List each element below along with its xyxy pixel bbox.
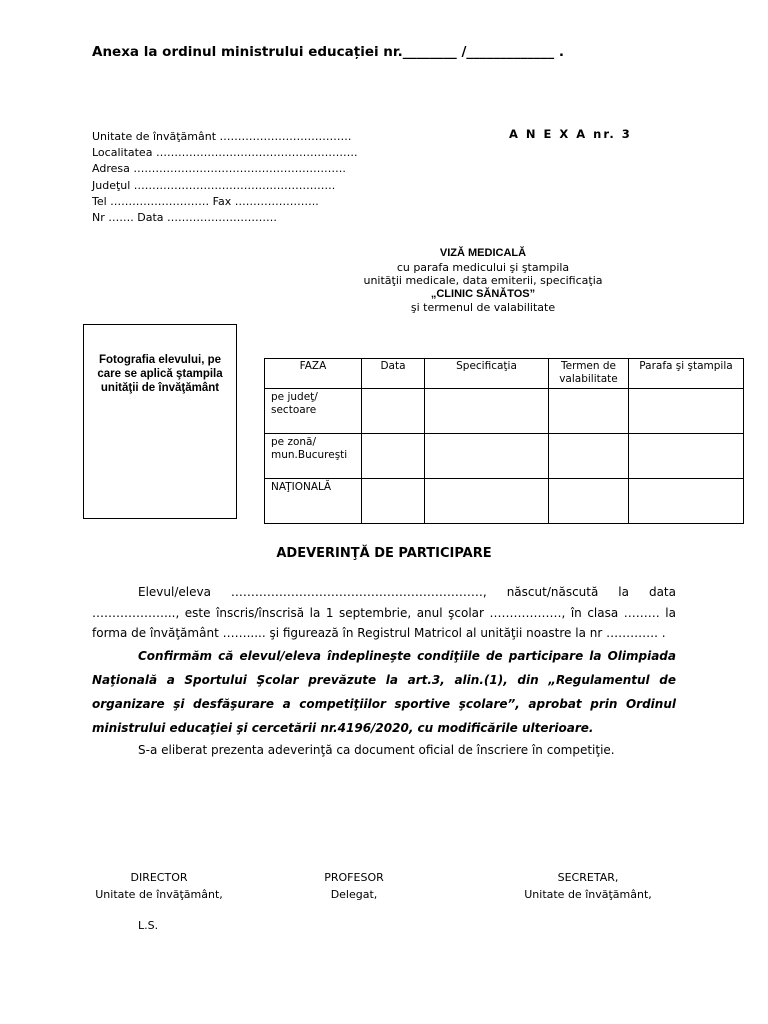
school-info (92, 129, 357, 226)
secretary-subtitle: Unitate de învăţământ, (524, 887, 652, 901)
medical-visa-block (340, 247, 626, 315)
table-header-row (265, 359, 744, 389)
empty-cell (629, 434, 744, 479)
document-body (92, 582, 676, 760)
empty-cell (425, 434, 549, 479)
empty-cell (362, 479, 425, 524)
medical-visa-line: cu parafa medicului şi ştampila (396, 260, 570, 274)
phases-table (264, 358, 744, 524)
number-date-line: Nr ……. Data ………………………… (92, 211, 278, 225)
column-header: Data (362, 359, 425, 389)
medical-visa-line: şi termenul de valabilitate (410, 301, 556, 314)
empty-cell (549, 479, 629, 524)
teacher-signature-block (316, 870, 392, 903)
empty-cell (549, 434, 629, 479)
phone-fax-line: Tel ……………………… Fax ………………….. (92, 194, 319, 208)
confirmation-paragraph: Confirmăm că elevul/eleva îndeplineşte condiţiile de participare la Olimpiada Naţională a Sportului Şcolar prevăzute la art.3, alin.(1), din „Regulamentul de organizare şi desfăşurare a competiţiilor sportive şcolare”, aprobat prin Ordinul ministrului educaţiei şi cercetării nr.4196/2020, cu modificările ulterioare. (92, 648, 676, 735)
table-row (265, 389, 744, 434)
medical-visa-line: unităţii medicale, data emiterii, specificaţia (363, 274, 603, 287)
document-title: ADEVERINŢĂ DE PARTICIPARE (276, 546, 492, 561)
director-title: DIRECTOR (130, 871, 188, 884)
column-header: Specificaţia (425, 359, 549, 389)
secretary-signature-block (518, 870, 658, 903)
issuance-paragraph: S-a eliberat prezenta adeverinţă ca document oficial de înscriere în competiţie. (138, 742, 615, 757)
clinic-healthy-label: „CLINIC SĂNĂTOS” (430, 287, 536, 300)
teacher-title: PROFESOR (324, 871, 384, 884)
stamp-place-label: L.S. (138, 919, 159, 932)
empty-cell (425, 389, 549, 434)
student-details-paragraph: Elevul/eleva ………………………………………………………, născut/născută la data ………………..., este înscris/înscrisă la 1 septembrie, anul şcolar ………………, în clasa ……… la forma de învăţământ ……..... şi figurează în Registrul Matricol al unităţii noastre la nr …………. . (92, 585, 676, 640)
medical-visa-title: VIZĂ MEDICALĂ (439, 247, 527, 259)
director-subtitle: Unitate de învăţământ, (95, 887, 223, 901)
locality-line: Localitatea ………………………………………………. (92, 146, 358, 160)
empty-cell (549, 389, 629, 434)
table-row (265, 434, 744, 479)
column-header: Parafa şi ştampila (629, 359, 744, 389)
address-line: Adresa …………………………………………………. (92, 162, 346, 176)
empty-cell (629, 389, 744, 434)
phase-cell: pe zonă/ mun.Bucureşti (265, 434, 362, 479)
secretary-title: SECRETAR, (557, 871, 619, 884)
empty-cell (362, 434, 425, 479)
empty-cell (425, 479, 549, 524)
phase-cell: pe judeţ/ sectoare (265, 389, 362, 434)
county-line: Judeţul ………………………………………………. (92, 178, 336, 192)
column-header: FAZA (265, 359, 362, 389)
photo-box (83, 324, 237, 519)
photo-box-label: Fotografia elevului, pe care se aplică ştampila unităţii de învăţământ (97, 354, 223, 394)
empty-cell (362, 389, 425, 434)
annex-number: A N E X A nr. 3 (509, 127, 632, 141)
column-header: Termen de valabilitate (549, 359, 629, 389)
empty-cell (629, 479, 744, 524)
table-row (265, 479, 744, 524)
director-signature-block (92, 870, 226, 903)
school-unit-line: Unitate de învăţământ ……………………………… (92, 130, 352, 143)
annex-header: Anexa la ordinul ministrului educației nr.________ /_____________ . (92, 44, 564, 60)
teacher-subtitle: Delegat, (330, 887, 378, 901)
phase-cell: NAŢIONALĂ (265, 479, 362, 524)
